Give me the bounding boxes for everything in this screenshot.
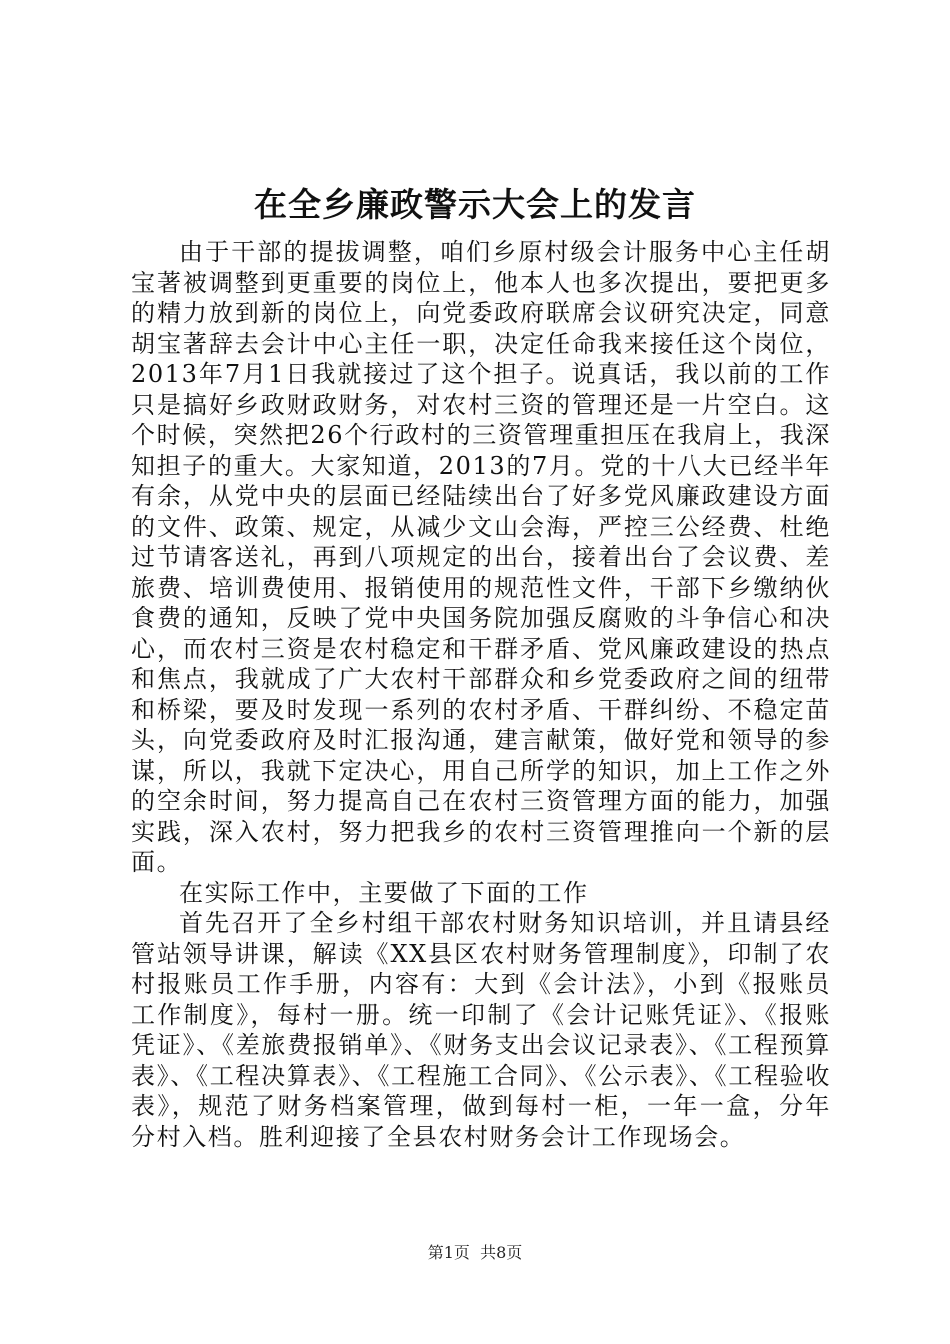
- page-footer: [0, 1243, 950, 1263]
- page-number: 第1页: [427, 1243, 470, 1262]
- paragraph-training: 首先召开了全乡村组干部农村财务知识培训，并且请县经管站领导讲课，解读《XX县区农村财务管理制度》，印制了农村报账员工作手册，内容有：大到《会计法》，小到《报账员工作制度》，每村一册。统一印制了《会计记账凭证》、《报账凭证》、《差旅费报销单》、《财务支出会议记录表》、《工程预算表》、《工程决算表》、《工程施工合同》、《公示表》、《工程验收表》，规范了财务档案管理，做到每村一柜，一年一盒，分年分村入档。胜利迎接了全县农村财务会计工作现场会。: [131, 909, 831, 1151]
- document-title: 在全乡廉政警示大会上的发言: [254, 185, 696, 224]
- paragraph-intro: 由于干部的提拔调整，咱们乡原村级会计服务中心主任胡宝著被调整到更重要的岗位上，他本人也多次提出，要把更多的精力放到新的岗位上，向党委政府联席会议研究决定，同意胡宝著辞去会计中心主任一职，决定任命我来接任这个岗位，2013年7月1日我就接过了这个担子。说真话，我以前的工作只是搞好乡政财政财务，对农村三资的管理还是一片空白。这个时候，突然把26个行政村的三资管理重担压在我肩上，我深知担子的重大。大家知道，2013的7月。党的十八大已经半年有余，从党中央的层面已经陆续出台了好多党风廉政建设方面的文件、政策、规定，从减少文山会海，严控三公经费、杜绝过节请客送礼，再到八项规定的出台，接着出台了会议费、差旅费、培训费使用、报销使用的规范性文件，干部下乡缴纳伙食费的通知，反映了党中央国务院加强反腐败的斗争信心和决心，而农村三资是农村稳定和干群矛盾、党风廉政建设的热点和焦点，我就成了广大农村干部群众和乡党委政府之间的纽带和桥梁，要及时发现一系列的农村矛盾、干群纠纷、不稳定苗头，向党委政府及时汇报沟通，建言献策，做好党和领导的参谋，所以，我就下定决心，用自己所学的知识，加上工作之外的空余时间，努力提高自己在农村三资管理方面的能力，加强实践，深入农村，努力把我乡的农村三资管理推向一个新的层面。: [131, 238, 831, 876]
- document-body: [131, 237, 831, 1152]
- page-total: 共8页: [480, 1243, 523, 1262]
- paragraph-work-heading: 在实际工作中，主要做了下面的工作: [179, 878, 589, 907]
